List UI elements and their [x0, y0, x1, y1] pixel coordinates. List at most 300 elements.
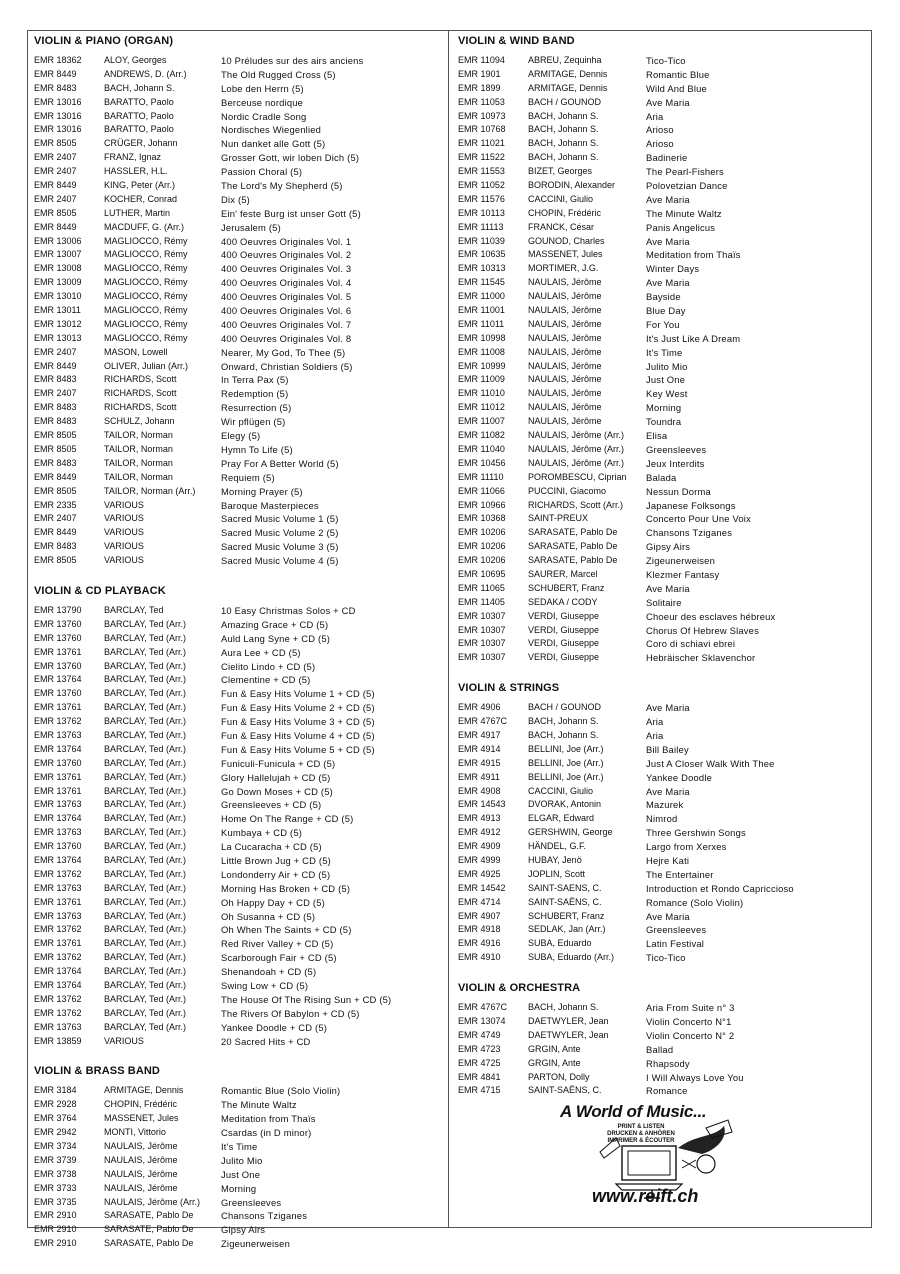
entry-work: Gipsy Airs	[646, 541, 691, 553]
catalog-entry	[34, 673, 446, 687]
catalog-entry	[458, 596, 868, 610]
entry-code: EMR 13763	[34, 729, 82, 740]
entry-code: EMR 11001	[458, 305, 505, 316]
entry-code: EMR 13760	[34, 688, 82, 699]
entry-work: Arioso	[646, 124, 674, 136]
entry-composer: GERSHWIN, George	[528, 827, 613, 838]
entry-code: EMR 3184	[34, 1085, 77, 1096]
entry-work: Ein' feste Burg ist unser Gott (5)	[221, 207, 361, 219]
entry-composer: SAINT-SAENS, C.	[528, 882, 602, 893]
entry-code: EMR 4714	[458, 896, 501, 907]
entry-work: 400 Oeuvres Originales Vol. 3	[221, 263, 352, 275]
entry-composer: BARCLAY, Ted (Arr.)	[104, 1021, 187, 1032]
entry-composer: MACDUFF, G. (Arr.)	[104, 221, 184, 232]
entry-code: EMR 13761	[34, 646, 82, 657]
entry-composer: BARCLAY, Ted (Arr.)	[104, 771, 187, 782]
entry-work: The Minute Waltz	[646, 207, 722, 219]
entry-work: Julito Mio	[221, 1154, 263, 1166]
catalog-entry	[458, 937, 868, 951]
catalog-entry	[458, 512, 868, 526]
entry-code: EMR 13016	[34, 96, 82, 107]
entry-work: Greensleeves + CD (5)	[221, 799, 322, 811]
entry-code: EMR 13760	[34, 841, 82, 852]
entry-composer: RICHARDS, Scott	[104, 374, 177, 385]
entry-composer: BARCLAY, Ted	[104, 604, 164, 615]
catalog-entry	[458, 387, 868, 401]
entry-composer: BACH, Johann S.	[528, 716, 599, 727]
entry-composer: SCHUBERT, Franz	[528, 582, 605, 593]
entry-work: Three Gershwin Songs	[646, 827, 746, 839]
entry-code: EMR 10368	[458, 513, 506, 524]
catalog-entry	[34, 812, 446, 826]
entry-work: Yankee Doodle	[646, 771, 713, 783]
catalog-entry	[34, 771, 446, 785]
entry-code: EMR 13763	[34, 827, 82, 838]
entry-composer: NAULAIS, Jérôme	[528, 277, 602, 288]
entry-work: Sacred Music Volume 1 (5)	[221, 513, 339, 525]
section-title: VIOLIN & PIANO (ORGAN)	[34, 35, 174, 47]
catalog-entry	[458, 1015, 868, 1029]
entry-work: Greensleeves	[646, 924, 707, 936]
entry-work: Csardas (in D minor)	[221, 1127, 312, 1139]
entry-code: EMR 4725	[458, 1057, 501, 1068]
entry-code: EMR 2910	[34, 1238, 77, 1249]
entry-code: EMR 8449	[34, 527, 77, 538]
entry-composer: BELLINI, Joe (Arr.)	[528, 757, 604, 768]
entry-work: Hymn To Life (5)	[221, 443, 293, 455]
entry-code: EMR 2407	[34, 513, 77, 524]
entry-composer: SAINT-SAËNS, C.	[528, 1085, 602, 1096]
entry-code: EMR 3733	[34, 1182, 77, 1193]
entry-work: Fun & Easy Hits Volume 1 + CD (5)	[221, 688, 375, 700]
entry-composer: BACH, Johann S.	[528, 138, 599, 149]
entry-composer: CACCINI, Giulio	[528, 785, 594, 796]
catalog-entry	[34, 54, 446, 68]
entry-composer: MAGLIOCCO, Rémy	[104, 263, 188, 274]
entry-work: Bill Bailey	[646, 743, 689, 755]
entry-composer: NAULAIS, Jérôme	[104, 1168, 178, 1179]
entry-composer: CACCINI, Giulio	[528, 193, 594, 204]
entry-work: 400 Oeuvres Originales Vol. 4	[221, 277, 352, 289]
entry-work: Julito Mio	[646, 360, 688, 372]
entry-composer: BACH, Johann S.	[528, 124, 599, 135]
entry-work: The Lord's My Shepherd (5)	[221, 180, 343, 192]
entry-code: EMR 8505	[34, 443, 77, 454]
entry-code: EMR 11021	[458, 138, 505, 149]
catalog-entry	[34, 1140, 446, 1154]
entry-work: In Terra Pax (5)	[221, 374, 289, 386]
catalog-entry	[34, 471, 446, 485]
entry-composer: SAINT-PREUX	[528, 513, 589, 524]
entry-work: The Old Rugged Cross (5)	[221, 68, 336, 80]
catalog-section	[34, 1064, 446, 1251]
catalog-entry	[34, 826, 446, 840]
entry-code: EMR 2407	[34, 152, 77, 163]
entry-work: Fun & Easy Hits Volume 4 + CD (5)	[221, 729, 375, 741]
entry-code: EMR 8449	[34, 360, 77, 371]
entry-code: EMR 11053	[458, 96, 505, 107]
entry-composer: BARCLAY, Ted (Arr.)	[104, 743, 187, 754]
entry-code: EMR 18362	[34, 55, 82, 65]
entry-code: EMR 11545	[458, 277, 505, 288]
catalog-entry	[34, 743, 446, 757]
entry-code: EMR 13762	[34, 924, 82, 935]
section-title: VIOLIN & WIND BAND	[458, 35, 575, 47]
catalog-entry	[34, 554, 446, 568]
entry-code: EMR 4723	[458, 1043, 501, 1054]
catalog-entry	[34, 910, 446, 924]
entry-code: EMR 4916	[458, 938, 501, 949]
entry-code: EMR 13013	[34, 332, 82, 343]
entry-composer: BARCLAY, Ted (Arr.)	[104, 910, 187, 921]
entry-composer: MONTI, Vittorio	[104, 1127, 166, 1138]
catalog-entry	[34, 1168, 446, 1182]
entry-code: EMR 14543	[458, 799, 506, 810]
catalog-entry	[34, 443, 446, 457]
entry-code: EMR 10973	[458, 110, 506, 121]
catalog-entry	[34, 798, 446, 812]
entry-code: EMR 13763	[34, 1021, 82, 1032]
entry-code: EMR 4906	[458, 702, 501, 713]
catalog-entry	[458, 951, 868, 965]
entry-work: Mazurek	[646, 799, 684, 811]
entry-composer: BARCLAY, Ted (Arr.)	[104, 952, 187, 963]
entry-code: EMR 13016	[34, 124, 82, 135]
section-gap	[458, 665, 868, 679]
entry-composer: NAULAIS, Jérôme	[104, 1154, 178, 1165]
entry-work: Chorus Of Hebrew Slaves	[646, 624, 759, 636]
catalog-entry	[458, 276, 868, 290]
entry-work: Hebräischer Sklavenchor	[646, 652, 756, 664]
entry-composer: SARASATE, Pablo De	[528, 527, 618, 538]
entry-work: Wild And Blue	[646, 82, 707, 94]
catalog-entry	[458, 826, 868, 840]
catalog-entry	[458, 151, 868, 165]
entry-work: Arioso	[646, 138, 674, 150]
catalog-entry	[458, 554, 868, 568]
entry-composer: RICHARDS, Scott (Arr.)	[528, 499, 624, 510]
entry-composer: SCHULZ, Johann	[104, 416, 175, 427]
entry-work: Coro di schiavi ebrei	[646, 638, 736, 650]
entry-code: EMR 13764	[34, 966, 82, 977]
entry-composer: BARCLAY, Ted (Arr.)	[104, 1007, 187, 1018]
entry-work: Auld Lang Syne + CD (5)	[221, 632, 331, 644]
entry-code: EMR 13764	[34, 674, 82, 685]
catalog-entry	[34, 304, 446, 318]
entry-code: EMR 10998	[458, 332, 506, 343]
entry-work: Ave Maria	[646, 96, 690, 108]
entry-composer: ARMITAGE, Dennis	[528, 68, 608, 79]
catalog-entry	[34, 248, 446, 262]
entry-composer: OLIVER, Julian (Arr.)	[104, 360, 189, 371]
entry-code: EMR 13763	[34, 799, 82, 810]
entry-composer: VARIOUS	[104, 541, 144, 552]
entry-code: EMR 13762	[34, 868, 82, 879]
entry-code: EMR 4749	[458, 1029, 501, 1040]
entry-code: EMR 13761	[34, 771, 82, 782]
entry-composer: NAULAIS, Jérôme	[528, 346, 602, 357]
section-gap	[34, 1048, 446, 1062]
entry-code: EMR 4767C	[458, 716, 508, 727]
entry-composer: BARCLAY, Ted (Arr.)	[104, 882, 187, 893]
entry-composer: BACH, Johann S.	[528, 1002, 599, 1013]
catalog-entry	[458, 882, 868, 896]
catalog-entry	[34, 965, 446, 979]
catalog-entry	[34, 1196, 446, 1210]
entry-code: EMR 2910	[34, 1210, 77, 1221]
entry-composer: TAILOR, Norman	[104, 430, 173, 441]
entry-work: Zigeunerweisen	[221, 1238, 290, 1250]
entry-code: EMR 11010	[458, 388, 505, 399]
entry-code: EMR 11000	[458, 291, 505, 302]
section-title: VIOLIN & STRINGS	[458, 682, 560, 695]
entry-work: Londonderry Air + CD (5)	[221, 868, 331, 880]
entry-code: EMR 10768	[458, 124, 506, 135]
entry-composer: NAULAIS, Jérôme (Arr.)	[528, 443, 625, 454]
entry-composer: GOUNOD, Charles	[528, 235, 605, 246]
entry-composer: MAGLIOCCO, Rémy	[104, 291, 188, 302]
entry-work: 400 Oeuvres Originales Vol. 2	[221, 249, 352, 261]
entry-code: EMR 11082	[458, 430, 505, 441]
catalog-entry	[34, 387, 446, 401]
entry-composer: BACH / GOUNOD	[528, 96, 602, 107]
entry-code: EMR 13016	[34, 110, 82, 121]
entry-composer: NAULAIS, Jérôme (Arr.)	[528, 457, 625, 468]
entry-work: Klezmer Fantasy	[646, 568, 720, 580]
entry-composer: NAULAIS, Jérôme	[528, 291, 602, 302]
entry-composer: NAULAIS, Jérôme	[528, 332, 602, 343]
entry-code: EMR 10966	[458, 499, 506, 510]
catalog-entry	[34, 401, 446, 415]
entry-code: EMR 10313	[458, 263, 506, 274]
entry-composer: MAGLIOCCO, Rémy	[104, 305, 188, 316]
catalog-entry	[34, 1154, 446, 1168]
entry-work: Resurrection (5)	[221, 402, 292, 414]
catalog-entry	[34, 318, 446, 332]
entry-work: 10 Easy Christmas Solos + CD	[221, 604, 356, 616]
entry-composer: MORTIMER, J.G.	[528, 263, 599, 274]
entry-code: EMR 11012	[458, 402, 505, 413]
entry-work: Chansons Tziganes	[221, 1210, 308, 1222]
entry-composer: SEDLAK, Jan (Arr.)	[528, 924, 606, 935]
entry-composer: BARCLAY, Ted (Arr.)	[104, 854, 187, 865]
entry-code: EMR 13859	[34, 1035, 82, 1046]
entry-composer: BARATTO, Paolo	[104, 110, 174, 121]
entry-composer: CRÜGER, Johann	[104, 138, 178, 149]
catalog-entry	[34, 896, 446, 910]
entry-code: EMR 13763	[34, 910, 82, 921]
catalog-entry	[34, 1021, 446, 1035]
entry-code: EMR 10307	[458, 638, 506, 649]
catalog-entry	[458, 68, 868, 82]
entry-code: EMR 8449	[34, 471, 77, 482]
catalog-entry	[458, 610, 868, 624]
catalog-entry	[458, 923, 868, 937]
catalog-entry	[34, 882, 446, 896]
entry-work: I Will Always Love You	[646, 1071, 744, 1083]
entry-composer: PARTON, Dolly	[528, 1071, 590, 1082]
entry-composer: BARCLAY, Ted (Arr.)	[104, 785, 187, 796]
entry-code: EMR 11522	[458, 152, 505, 163]
entry-composer: HUBAY, Jenö	[528, 854, 582, 865]
entry-code: EMR 13008	[34, 263, 82, 274]
entry-composer: BACH, Johann S.	[528, 110, 599, 121]
entry-composer: NAULAIS, Jérôme	[528, 318, 602, 329]
entry-work: Morning Prayer (5)	[221, 485, 303, 497]
catalog-entry	[34, 123, 446, 137]
entry-work: It's Just Like A Dream	[646, 332, 741, 344]
entry-composer: SARASATE, Pablo De	[528, 555, 618, 566]
entry-composer: BARCLAY, Ted (Arr.)	[104, 924, 187, 935]
entry-work: Clementine + CD (5)	[221, 674, 311, 686]
reift-logo	[556, 1098, 756, 1216]
catalog-entry	[458, 429, 868, 443]
entry-work: Zigeunerweisen	[646, 555, 715, 567]
entry-code: EMR 2407	[34, 193, 77, 204]
catalog-entry	[34, 979, 446, 993]
entry-composer: VERDI, Giuseppe	[528, 652, 600, 663]
catalog-entry	[34, 193, 446, 207]
entry-work: Morning	[221, 1182, 257, 1194]
entry-composer: MASON, Lowell	[104, 346, 168, 357]
entry-code: EMR 4909	[458, 841, 501, 852]
entry-composer: NAULAIS, Jérôme	[528, 416, 602, 427]
catalog-entry	[458, 840, 868, 854]
entry-composer: BARCLAY, Ted (Arr.)	[104, 993, 187, 1004]
catalog-entry	[34, 646, 446, 660]
entry-code: EMR 4767C	[458, 1002, 508, 1013]
entry-work: Aria	[646, 729, 664, 741]
entry-composer: VERDI, Giuseppe	[528, 638, 600, 649]
entry-work: Ave Maria	[646, 277, 690, 289]
catalog-entry	[34, 785, 446, 799]
entry-code: EMR 13011	[34, 305, 81, 316]
entry-composer: RICHARDS, Scott	[104, 402, 177, 413]
catalog-entry	[34, 499, 446, 513]
catalog-section	[458, 681, 868, 965]
catalog-entry	[34, 715, 446, 729]
entry-composer: VERDI, Giuseppe	[528, 610, 600, 621]
entry-composer: PUCCINI, Giacomo	[528, 485, 607, 496]
entry-work: Redemption (5)	[221, 388, 289, 400]
entry-work: Romantic Blue (Solo Violin)	[221, 1085, 341, 1097]
logo-url-link[interactable]: www.reift.ch	[592, 1186, 699, 1206]
entry-composer: NAULAIS, Jérôme	[528, 374, 602, 385]
entry-work: Just A Closer Walk With Thee	[646, 757, 775, 769]
entry-composer: MAGLIOCCO, Rémy	[104, 277, 188, 288]
catalog-entry	[458, 443, 868, 457]
entry-work: Blue Day	[646, 305, 686, 317]
entry-work: For You	[646, 318, 680, 330]
entry-code: EMR 4841	[458, 1071, 501, 1082]
entry-code: EMR 11094	[458, 55, 505, 65]
entry-work: Just One	[221, 1168, 261, 1180]
catalog-entry	[34, 207, 446, 221]
entry-work: Requiem (5)	[221, 471, 275, 483]
entry-work: Just One	[646, 374, 686, 386]
entry-code: EMR 4907	[458, 910, 501, 921]
entry-code: EMR 13006	[34, 235, 82, 246]
entry-composer: GRGIN, Ante	[528, 1057, 581, 1068]
catalog-entry	[34, 1098, 446, 1112]
entry-work: Jeux Interdits	[646, 457, 705, 469]
catalog-entry	[34, 373, 446, 387]
entry-composer: BIZET, Georges	[528, 166, 593, 177]
entry-code: EMR 13007	[34, 249, 82, 260]
entry-work: Choeur des esclaves hébreux	[646, 610, 776, 622]
entry-composer: TAILOR, Norman	[104, 471, 173, 482]
entry-composer: GRGIN, Ante	[528, 1043, 581, 1054]
entry-composer: SARASATE, Pablo De	[104, 1238, 194, 1249]
entry-code: EMR 3739	[34, 1154, 77, 1165]
catalog-entry	[34, 1126, 446, 1140]
entry-work: Panis Angelicus	[646, 221, 716, 233]
entry-composer: HASSLER, H.L.	[104, 166, 168, 177]
entry-work: 20 Sacred Hits + CD	[221, 1035, 311, 1047]
entry-work: Cielito Lindo + CD (5)	[221, 660, 316, 672]
entry-code: EMR 2407	[34, 346, 77, 357]
entry-work: Aria	[646, 716, 664, 728]
catalog-entry	[458, 757, 868, 771]
entry-code: EMR 3735	[34, 1196, 77, 1207]
catalog-entry	[34, 1223, 446, 1237]
catalog-entry	[458, 346, 868, 360]
entry-composer: SAURER, Marcel	[528, 568, 598, 579]
entry-composer: NAULAIS, Jérôme	[528, 402, 602, 413]
catalog-entry	[458, 262, 868, 276]
entry-work: Ave Maria	[646, 702, 690, 714]
entry-code: EMR 8505	[34, 138, 77, 149]
entry-code: EMR 2407	[34, 166, 77, 177]
entry-work: Chansons Tziganes	[646, 527, 733, 539]
entry-work: Romance	[646, 1085, 688, 1097]
entry-composer: HÄNDEL, G.F.	[528, 841, 587, 852]
catalog-section	[458, 34, 868, 665]
entry-code: EMR 3734	[34, 1141, 77, 1152]
entry-code: EMR 11008	[458, 346, 505, 357]
logo-tagline-line: PRINT & LISTEN	[617, 1124, 665, 1130]
entry-composer: LUTHER, Martin	[104, 207, 171, 218]
entry-code: EMR 8505	[34, 430, 77, 441]
entry-code: EMR 4908	[458, 785, 501, 796]
entry-code: EMR 13761	[34, 702, 82, 713]
catalog-entry	[458, 729, 868, 743]
catalog-entry	[458, 207, 868, 221]
entry-composer: VARIOUS	[104, 499, 144, 510]
entry-composer: CHOPIN, Frédéric	[528, 207, 602, 218]
entry-work: Morning	[646, 402, 682, 414]
entry-code: EMR 8449	[34, 68, 77, 79]
entry-work: Ave Maria	[646, 582, 690, 594]
entry-code: EMR 13764	[34, 980, 82, 990]
entry-composer: BACH, Johann S.	[528, 152, 599, 163]
entry-work: Solitaire	[646, 596, 682, 608]
entry-code: EMR 11113	[458, 221, 504, 232]
entry-code: EMR 4915	[458, 757, 501, 768]
entry-work: The Minute Waltz	[221, 1099, 297, 1111]
entry-composer: MAGLIOCCO, Rémy	[104, 318, 188, 329]
entry-composer: BARATTO, Paolo	[104, 124, 174, 135]
entry-code: EMR 2407	[34, 388, 77, 399]
entry-code: EMR 8483	[34, 402, 77, 413]
catalog-entry	[458, 96, 868, 110]
entry-code: EMR 13010	[34, 291, 82, 302]
catalog-entry	[34, 137, 446, 151]
catalog-entry	[458, 137, 868, 151]
entry-code: EMR 10307	[458, 624, 506, 635]
entry-composer: DVORAK, Antonin	[528, 799, 602, 810]
catalog-entry	[458, 785, 868, 799]
